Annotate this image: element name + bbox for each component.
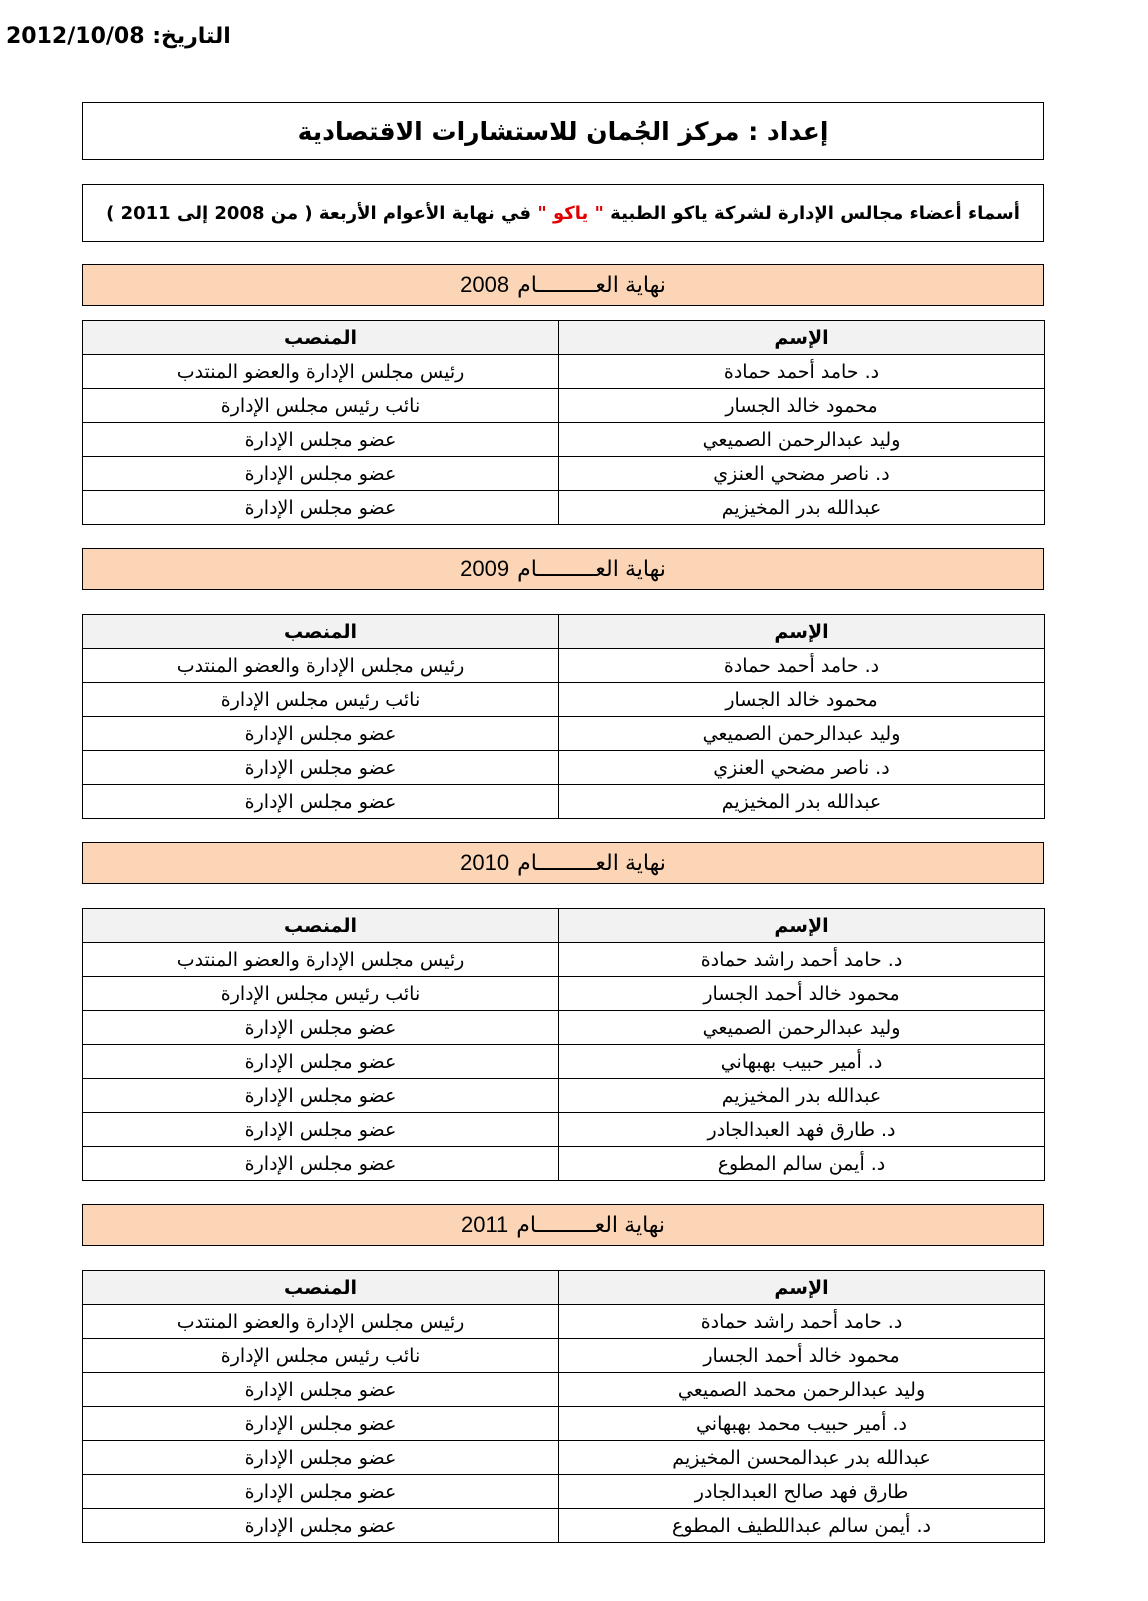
table-row [83,1113,1045,1147]
year-value: 2008 [460,272,510,297]
year-label: نهاية العـــــــــام [517,556,666,581]
member-role: عضو مجلس الإدارة [83,717,559,751]
table-row [83,1441,1045,1475]
member-name: وليد عبدالرحمن محمد الصميعي [559,1373,1045,1407]
document-date [6,24,231,49]
table-header-row [83,1271,1045,1305]
board-table-2011 [82,1270,1045,1543]
column-header-role: المنصب [83,1271,559,1305]
column-header-name: الإسم [559,321,1045,355]
member-name: د. حامد أحمد راشد حمادة [559,943,1045,977]
table-row [83,457,1045,491]
year-header-2011 [82,1204,1044,1246]
year-header-2009 [82,548,1044,590]
table-row [83,683,1045,717]
date-value: 2012/10/08 [6,24,145,49]
table-row [83,1475,1045,1509]
member-name: د. أيمن سالم عبداللطيف المطوع [559,1509,1045,1543]
member-name: محمود خالد الجسار [559,683,1045,717]
member-role: رئيس مجلس الإدارة والعضو المنتدب [83,1305,559,1339]
member-name: د. أمير حبيب بهبهاني [559,1045,1045,1079]
board-table-2009 [82,614,1045,819]
member-role: عضو مجلس الإدارة [83,1475,559,1509]
column-header-role: المنصب [83,321,559,355]
year-label: نهاية العـــــــــام [516,1212,666,1237]
table-row [83,355,1045,389]
member-role: نائب رئيس مجلس الإدارة [83,977,559,1011]
member-role: عضو مجلس الإدارة [83,1147,559,1181]
column-header-name: الإسم [559,909,1045,943]
table-row [83,389,1045,423]
member-role: عضو مجلس الإدارة [83,1113,559,1147]
member-role: نائب رئيس مجلس الإدارة [83,683,559,717]
table-row [83,1373,1045,1407]
subtitle-part-1: أسماء أعضاء مجالس الإدارة لشركة ياكو الطبية [610,202,1020,224]
member-role: عضو مجلس الإدارة [83,423,559,457]
member-name: د. حامد أحمد حمادة [559,355,1045,389]
table-row [83,751,1045,785]
member-role: عضو مجلس الإدارة [83,1011,559,1045]
table-header-row [83,909,1045,943]
year-value: 2009 [460,556,510,581]
member-name: د. أمير حبيب محمد بهبهاني [559,1407,1045,1441]
table-row [83,1407,1045,1441]
table-row [83,1079,1045,1113]
board-table-2010 [82,908,1045,1181]
member-role: عضو مجلس الإدارة [83,1441,559,1475]
member-role: رئيس مجلس الإدارة والعضو المنتدب [83,649,559,683]
date-label: التاريخ: [152,24,231,49]
table-row [83,943,1045,977]
member-name: طارق فهد صالح العبدالجادر [559,1475,1045,1509]
member-name: وليد عبدالرحمن الصميعي [559,1011,1045,1045]
table-header-row [83,615,1045,649]
member-name: محمود خالد أحمد الجسار [559,977,1045,1011]
member-name: محمود خالد أحمد الجسار [559,1339,1045,1373]
column-header-role: المنصب [83,615,559,649]
member-role: عضو مجلس الإدارة [83,491,559,525]
column-header-role: المنصب [83,909,559,943]
member-name: د. طارق فهد العبدالجادر [559,1113,1045,1147]
member-name: عبدالله بدر عبدالمحسن المخيزيم [559,1441,1045,1475]
member-role: عضو مجلس الإدارة [83,457,559,491]
column-header-name: الإسم [559,1271,1045,1305]
document-subtitle [82,184,1044,242]
table-row [83,977,1045,1011]
member-name: محمود خالد الجسار [559,389,1045,423]
table-row [83,1045,1045,1079]
subtitle-part-2: في نهاية الأعوام الأربعة ( من 2008 إلى 2011 ) [106,202,532,224]
member-name: د. حامد أحمد راشد حمادة [559,1305,1045,1339]
member-name: وليد عبدالرحمن الصميعي [559,717,1045,751]
year-header-2008 [82,264,1044,306]
year-value: 2010 [460,850,510,875]
table-header-row [83,321,1045,355]
member-role: عضو مجلس الإدارة [83,1373,559,1407]
column-header-name: الإسم [559,615,1045,649]
table-row [83,1339,1045,1373]
table-row [83,1011,1045,1045]
table-row [83,491,1045,525]
member-role: عضو مجلس الإدارة [83,1509,559,1543]
table-row [83,1147,1045,1181]
table-row [83,649,1045,683]
table-row [83,1305,1045,1339]
member-name: د. ناصر مضحي العنزي [559,751,1045,785]
table-row [83,423,1045,457]
member-role: رئيس مجلس الإدارة والعضو المنتدب [83,355,559,389]
member-role: عضو مجلس الإدارة [83,751,559,785]
table-row [83,785,1045,819]
member-name: د. ناصر مضحي العنزي [559,457,1045,491]
member-role: عضو مجلس الإدارة [83,785,559,819]
member-name: وليد عبدالرحمن الصميعي [559,423,1045,457]
document-title: إعداد : مركز الجُمان للاستشارات الاقتصادية [82,102,1044,160]
table-row [83,1509,1045,1543]
member-role: نائب رئيس مجلس الإدارة [83,1339,559,1373]
member-role: عضو مجلس الإدارة [83,1079,559,1113]
subtitle-company-highlight: " ياكو " [537,202,604,224]
year-label: نهاية العـــــــــام [517,272,666,297]
member-role: عضو مجلس الإدارة [83,1407,559,1441]
member-name: عبدالله بدر المخيزيم [559,491,1045,525]
member-name: عبدالله بدر المخيزيم [559,1079,1045,1113]
year-header-2010 [82,842,1044,884]
year-label: نهاية العـــــــــام [517,850,666,875]
table-row [83,717,1045,751]
board-table-2008 [82,320,1045,525]
member-role: رئيس مجلس الإدارة والعضو المنتدب [83,943,559,977]
member-role: عضو مجلس الإدارة [83,1045,559,1079]
member-name: عبدالله بدر المخيزيم [559,785,1045,819]
member-name: د. حامد أحمد حمادة [559,649,1045,683]
member-role: نائب رئيس مجلس الإدارة [83,389,559,423]
year-value: 2011 [460,1212,509,1237]
member-name: د. أيمن سالم المطوع [559,1147,1045,1181]
